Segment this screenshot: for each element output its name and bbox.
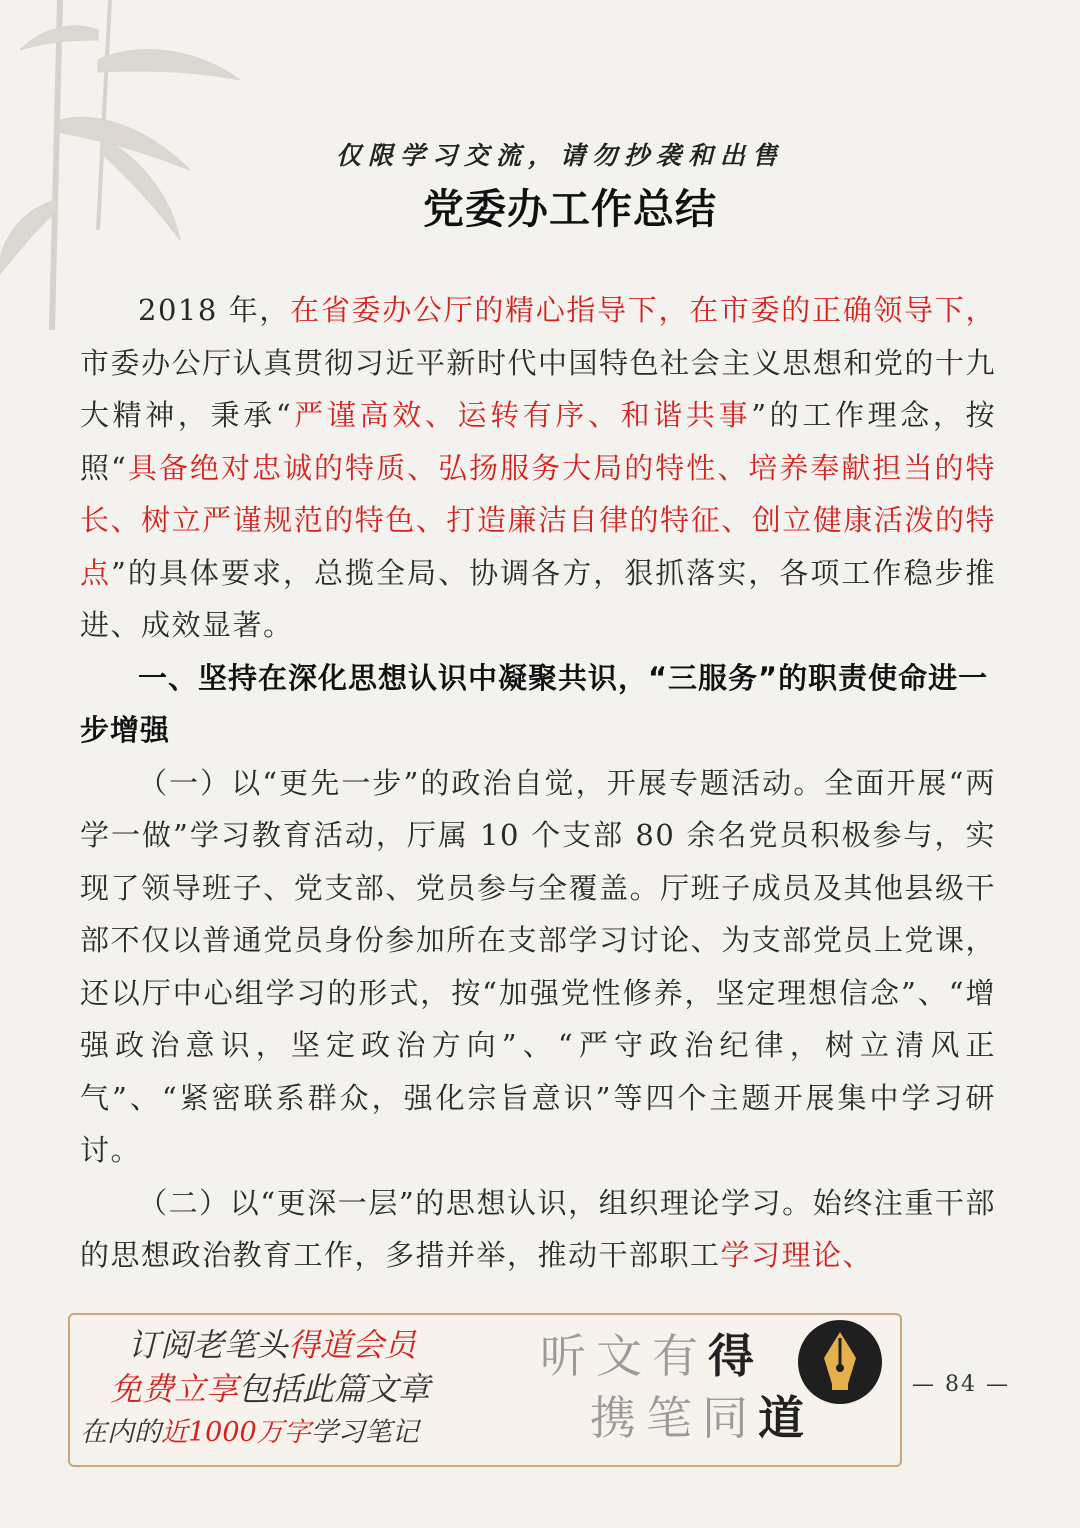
banner-line1-b: 得道会员 [288, 1326, 417, 1364]
banner-line3-a: 在内的 [80, 1417, 161, 1448]
intro-text-2: 市委办公厅认真贯彻习近平新时代中国特色社会主义思想和党的十九大精神，秉承“ [80, 345, 996, 432]
slogan-line1-a: 听文有 [540, 1329, 708, 1383]
banner-promo-text [80, 1323, 530, 1455]
intro-text-3: ”的工作理念，按照“ [80, 398, 997, 485]
banner-line2-a: 免费立享 [110, 1370, 239, 1408]
intro-text-1: 2018 年， [138, 293, 291, 327]
paragraph-2 [80, 1177, 996, 1282]
slogan-line2-b: 道 [758, 1391, 814, 1445]
intro-highlight-2: 严谨高效、运转有序、和谐共事 [292, 398, 752, 432]
intro-highlight-1: 在省委办公厅的精心指导下，在市委的正确领导下， [290, 293, 996, 327]
intro-paragraph [80, 284, 996, 652]
banner-line3-c: 学习笔记 [310, 1417, 419, 1448]
slogan-line1-b: 得 [708, 1329, 764, 1383]
paragraph-2-text: （二）以“更深一层”的思想认识，组织理论学习。始终注重干部的思想政治教育工作，多措并举，推动干部职工 [80, 1185, 996, 1272]
document-title: 党委办工作总结 [423, 185, 717, 233]
slogan-line2-a: 携笔同 [590, 1391, 758, 1445]
copyright-notice: 仅限学习交流，请勿抄袭和出售 [335, 141, 784, 170]
paragraph-1: （一）以“更先一步”的政治自觉，开展专题活动。全面开展“两学一做”学习教育活动，厅属 10 个支部 80 余名党员积极参与，实现了领导班子、党支部、党员参与全覆盖。厅班子成员及其他县级干部不仅以普通党员身份参加所在支部学习讨论、为支部党员上党课，还以厅中心组学习的形式，按“加强党性修养，坚定理想信念”、“增强政治意识，坚定政治方向”、“严守政治纪律，树立清风正气”、“紧密联系群众，强化宗旨意识”等四个主题开展集中学习研讨。 [80, 765, 996, 1167]
intro-text-4: ”的具体要求，总揽全局、协调各方，狠抓落实，各项工作稳步推进、成效显著。 [80, 555, 996, 642]
pen-nib-logo-icon [796, 1318, 884, 1406]
banner-line2-b: 包括此篇文章 [238, 1370, 431, 1408]
banner-line1-a: 订阅老笔头 [128, 1326, 289, 1364]
document-body [80, 284, 996, 1282]
page-number: — 84 — [912, 1372, 1010, 1397]
paragraph-2-highlight: 学习理论、 [720, 1238, 874, 1272]
membership-banner[interactable] [68, 1313, 902, 1467]
intro-highlight-3: 具备绝对忠诚的特质、弘扬服务大局的特性、培养奉献担当的特长、树立严谨规范的特色、打造廉洁自律的特征、创立健康活泼的特点 [80, 450, 996, 590]
banner-line3-b: 近1000万字 [161, 1417, 311, 1448]
section-heading-1: 一、坚持在深化思想认识中凝聚共识，“三服务”的职责使命进一步增强 [80, 660, 989, 747]
